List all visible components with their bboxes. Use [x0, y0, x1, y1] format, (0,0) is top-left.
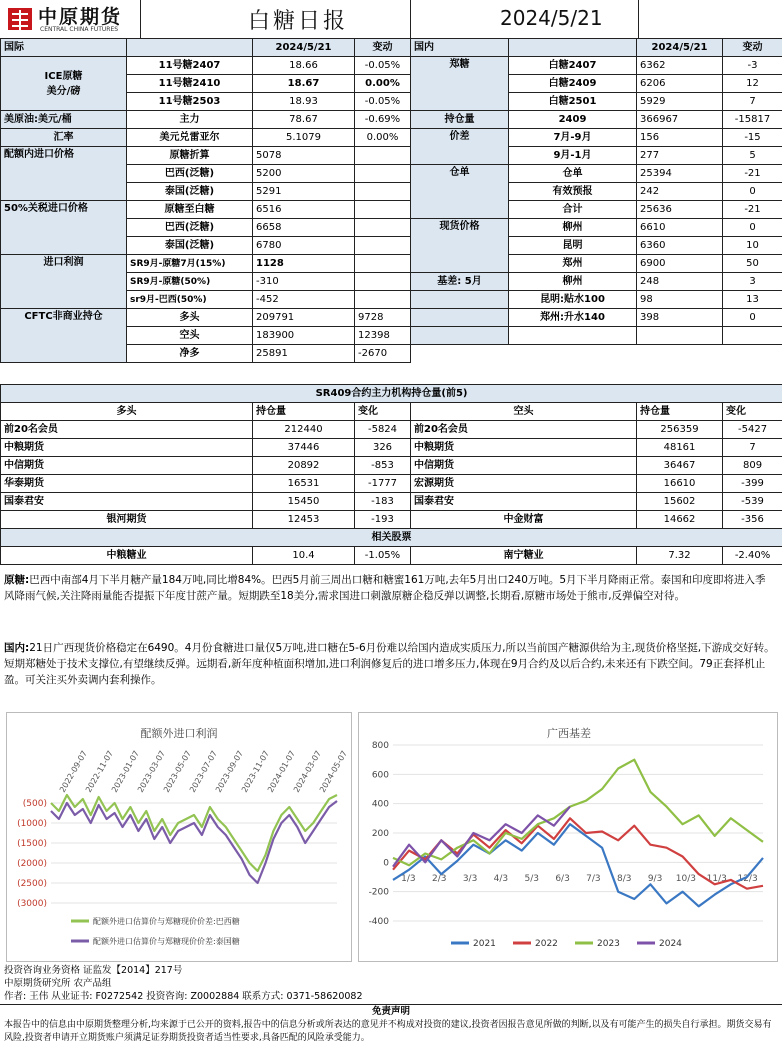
stock-name: 中粮糖业: [1, 547, 253, 565]
short-member: 宏源期货: [411, 475, 637, 493]
short-oi: 15602: [637, 493, 723, 511]
warehouse-value: 25636: [637, 201, 723, 219]
raw-text: 巴西中南部4月下半月糖产量184万吨,同比增84%。巴西5月前三周出口糖和糖蜜161万吨,去年5月出口240万吨。5月下半月降雨正常。泰国和印度即将进入季风降雨气候,关注降雨量能否提振下年度甘蔗产量。短期跌至18美分,需求国进口刺激原糖企稳反弹以调整,长期看,原糖市场处于熊市,反弹偏空对待。: [4, 574, 766, 602]
long-change: 326: [355, 439, 411, 457]
cftc-name: 空头: [127, 327, 253, 345]
header-domestic: 国内: [411, 39, 509, 57]
y-tick-label: -200: [368, 887, 389, 898]
y-tick-label: -400: [368, 917, 389, 927]
y-tick-label: (500): [22, 799, 47, 809]
zheng-value: 5929: [637, 93, 723, 111]
spread-value: 277: [637, 147, 723, 165]
oi-change: -15817: [723, 111, 782, 129]
ice-change: -0.05%: [355, 57, 411, 75]
warehouse-label: 仓单: [411, 165, 509, 219]
quota-name: 泰国(泛糖): [127, 183, 253, 201]
profit-name: SR9月-原糖7月(15%): [127, 255, 253, 273]
stock-change: -2.40%: [723, 547, 782, 565]
ice-value: 18.67: [253, 75, 355, 93]
y-tick-label: (2000): [17, 859, 47, 869]
profit-value: -310: [253, 273, 355, 291]
import-profit-chart-svg: [7, 713, 351, 961]
quota-name: 巴西(泛糖): [127, 165, 253, 183]
warehouse-name: 有效预报: [509, 183, 637, 201]
positions-header-oi: 持仓量: [253, 403, 355, 421]
spread-name: 9月-1月: [509, 147, 637, 165]
tariff-value: 6658: [253, 219, 355, 237]
ice-change: -0.05%: [355, 93, 411, 111]
domestic-text: 21日广西现货价格稳定在6490。4月份食糖进口量仅5万吨,进口糖在5-6月份难以给国内造成实质压力,所以当前国产糖源供给为主,现货价格坚挺,下游成交好转。短期郑糖处于技术支撑位,有望继续反弹。远期看,新年度种植面积增加,进口利润修复后的进口增多压力,体现在9月合约及以后合约,未来还有下跌空间。79正套择机止盈。可关注买外卖调内套利操作。: [4, 642, 775, 686]
y-tick-label: (3000): [17, 899, 47, 909]
international-table: [0, 38, 411, 363]
x-tick-label: 2023-11-07: [239, 749, 271, 794]
long-member: 中粮期货: [1, 439, 253, 457]
fx-value: 5.1079: [253, 129, 355, 147]
long-oi: 212440: [253, 421, 355, 439]
x-tick-label: 2023-05-07: [161, 749, 193, 794]
cftc-name: 净多: [127, 345, 253, 363]
profit-value: -452: [253, 291, 355, 309]
long-member: 国泰君安: [1, 493, 253, 511]
long-change: -193: [355, 511, 411, 529]
stock-price: 10.4: [253, 547, 355, 565]
tariff-name: 泰国(泛糖): [127, 237, 253, 255]
spot-name: 郑州: [509, 255, 637, 273]
warehouse-change: -21: [723, 201, 782, 219]
guangxi-basis-chart-svg: [359, 713, 777, 961]
x-tick-label: 2023-09-07: [213, 749, 245, 794]
spot-name: 昆明: [509, 237, 637, 255]
domestic-commentary: [4, 640, 776, 688]
short-oi: 48161: [637, 439, 723, 457]
warehouse-name: 合计: [509, 201, 637, 219]
ice-contract: 11号糖2407: [127, 57, 253, 75]
stocks-title: 相关股票: [1, 529, 782, 547]
short-member: 国泰君安: [411, 493, 637, 511]
cftc-change: 9728: [355, 309, 411, 327]
short-oi: 256359: [637, 421, 723, 439]
legend-label: 2022: [535, 939, 558, 949]
fx-name: 美元兑雷亚尔: [127, 129, 253, 147]
warehouse-name: 仓单: [509, 165, 637, 183]
basis-change: 3: [723, 273, 782, 291]
x-tick-label: 4/3: [493, 874, 509, 884]
legend-label: 配额外进口估算价与郑糖现价价差:巴西糖: [93, 917, 240, 926]
quota-label: 配额内进口价格: [1, 147, 127, 201]
oil-label: 美原油:美元/桶: [1, 111, 127, 129]
short-change: 809: [723, 457, 782, 475]
long-member: 银河期货: [1, 511, 253, 529]
premium-value: 398: [637, 309, 723, 327]
zheng-value: 6206: [637, 75, 723, 93]
domestic-label: 国内:: [4, 642, 30, 654]
legend-label: 2024: [659, 939, 682, 949]
license-line: 投资咨询业务资格 证监发【2014】217号: [4, 965, 183, 976]
series-line: [393, 824, 763, 906]
premium-name: 郑州:升水140: [509, 309, 637, 327]
legend-label: 配额外进口估算价与郑糖现价价差:泰国糖: [93, 937, 240, 946]
header-date: 2024/5/21: [253, 39, 355, 57]
tariff-label: 50%关税进口价格: [1, 201, 127, 255]
disclaimer-title: 免责声明: [371, 1006, 410, 1017]
ice-contract: 11号糖2503: [127, 93, 253, 111]
zheng-change: -3: [723, 57, 782, 75]
header-date: 2024/5/21: [637, 39, 723, 57]
report-date: 2024/5/21: [500, 6, 603, 30]
report-header: [0, 0, 782, 39]
ice-change: 0.00%: [355, 75, 411, 93]
tariff-value: 6516: [253, 201, 355, 219]
warehouse-change: -21: [723, 165, 782, 183]
zheng-contract: 白糖2409: [509, 75, 637, 93]
footer: [4, 964, 780, 1003]
spot-change: 10: [723, 237, 782, 255]
positions-table: [0, 384, 782, 565]
y-tick-label: 600: [371, 770, 389, 781]
x-tick-label: 2023-03-07: [135, 749, 167, 794]
warehouse-change: 0: [723, 183, 782, 201]
header-change: 变动: [723, 39, 782, 57]
basis-value: 248: [637, 273, 723, 291]
guangxi-basis-chart: [358, 712, 778, 962]
spot-label: 现货价格: [411, 219, 509, 273]
oil-value: 78.67: [253, 111, 355, 129]
raw-sugar-commentary: [4, 572, 776, 604]
short-oi: 14662: [637, 511, 723, 529]
x-tick-label: 3/3: [462, 874, 478, 884]
ice-contract: 11号糖2410: [127, 75, 253, 93]
warehouse-value: 242: [637, 183, 723, 201]
short-change: -539: [723, 493, 782, 511]
y-tick-label: (1500): [17, 839, 47, 849]
series-line: [51, 795, 337, 871]
long-oi: 16531: [253, 475, 355, 493]
author-line: 作者: 王伟 从业证书: F0272542 投资咨询: Z0002884 联系方式: 0371-58620082: [4, 991, 363, 1002]
table-row: [1, 511, 782, 529]
cftc-change: 12398: [355, 327, 411, 345]
zheng-change: 12: [723, 75, 782, 93]
spread-value: 156: [637, 129, 723, 147]
cftc-name: 多头: [127, 309, 253, 327]
x-tick-label: 10/3: [675, 874, 697, 884]
x-tick-label: 6/3: [555, 874, 570, 884]
chart-title: 配额外进口利润: [140, 727, 218, 740]
basis-label: 基差: 5月: [411, 273, 509, 291]
profit-value: 1128: [253, 255, 355, 273]
oi-label: 持仓量: [411, 111, 509, 129]
short-change: 7: [723, 439, 782, 457]
tariff-name: 原糖至白糖: [127, 201, 253, 219]
quota-value: 5078: [253, 147, 355, 165]
logo-subtitle: CENTRAL CHINA FUTURES: [40, 26, 119, 33]
spot-value: 6610: [637, 219, 723, 237]
x-tick-label: 2022-11-07: [83, 749, 115, 794]
cftc-value: 25891: [253, 345, 355, 363]
positions-title: SR409合约主力机构持仓量(前5): [1, 385, 782, 403]
table-row: [1, 439, 782, 457]
spot-value: 6900: [637, 255, 723, 273]
cftc-label: CFTC非商业持仓: [1, 309, 127, 363]
legend-label: 2021: [473, 939, 496, 949]
header-international: 国际: [1, 39, 127, 57]
x-tick-label: 7/3: [586, 874, 601, 884]
table-row: [1, 475, 782, 493]
zheng-label: 郑糖: [411, 57, 509, 111]
long-oi: 20892: [253, 457, 355, 475]
cftc-value: 183900: [253, 327, 355, 345]
page-title: 白糖日报: [248, 9, 349, 34]
x-tick-label: 12/3: [737, 874, 758, 884]
oi-name: 2409: [509, 111, 637, 129]
legend-label: 2023: [597, 939, 620, 949]
x-tick-label: 5/3: [524, 874, 539, 884]
premium-value: 98: [637, 291, 723, 309]
short-change: -5427: [723, 421, 782, 439]
positions-header-short: 空头: [411, 403, 637, 421]
raw-label: 原糖:: [4, 574, 30, 586]
long-oi: 15450: [253, 493, 355, 511]
zheng-contract: 白糖2501: [509, 93, 637, 111]
stock-name: 南宁糖业: [411, 547, 637, 565]
spot-change: 0: [723, 219, 782, 237]
x-tick-label: 2022-09-07: [57, 749, 89, 794]
x-tick-label: 8/3: [617, 874, 632, 884]
positions-header-long: 多头: [1, 403, 253, 421]
spread-change: -15: [723, 129, 782, 147]
short-member: 中金财富: [411, 511, 637, 529]
short-oi: 16610: [637, 475, 723, 493]
import-profit-chart: [6, 712, 352, 962]
stock-price: 7.32: [637, 547, 723, 565]
quota-value: 5291: [253, 183, 355, 201]
fx-label: 汇率: [1, 129, 127, 147]
spread-label: 价差: [411, 129, 509, 165]
long-member: 华泰期货: [1, 475, 253, 493]
zheng-contract: 白糖2407: [509, 57, 637, 75]
logo-text: 中原期货: [38, 6, 123, 28]
short-member: 前20名会员: [411, 421, 637, 439]
header-change: 变动: [355, 39, 411, 57]
spread-change: 5: [723, 147, 782, 165]
x-tick-label: 2023-07-07: [187, 749, 219, 794]
x-tick-label: 1/3: [401, 874, 416, 884]
y-tick-label: 0: [383, 858, 389, 869]
logo-icon: [6, 6, 34, 32]
positions-header-change: 变化: [355, 403, 411, 421]
short-change: -356: [723, 511, 782, 529]
long-member: 中信期货: [1, 457, 253, 475]
quota-value: 5200: [253, 165, 355, 183]
long-change: -853: [355, 457, 411, 475]
table-row: [1, 457, 782, 475]
oi-value: 366967: [637, 111, 723, 129]
spot-value: 6360: [637, 237, 723, 255]
x-tick-label: 2024-05-07: [317, 749, 349, 794]
series-line: [393, 760, 763, 866]
y-tick-label: 800: [371, 741, 389, 751]
department-line: 中原期货研究所 农产品组: [4, 978, 112, 989]
ice-value: 18.66: [253, 57, 355, 75]
cftc-change: -2670: [355, 345, 411, 363]
oil-change: -0.69%: [355, 111, 411, 129]
x-tick-label: 2023-01-07: [109, 749, 141, 794]
tariff-name: 巴西(泛糖): [127, 219, 253, 237]
tariff-value: 6780: [253, 237, 355, 255]
stock-change: -1.05%: [355, 547, 411, 565]
cftc-value: 209791: [253, 309, 355, 327]
ice-value: 18.93: [253, 93, 355, 111]
x-tick-label: 2/3: [432, 874, 447, 884]
short-change: -399: [723, 475, 782, 493]
premium-name: 昆明:贴水100: [509, 291, 637, 309]
long-oi: 12453: [253, 511, 355, 529]
warehouse-value: 25394: [637, 165, 723, 183]
long-change: -5824: [355, 421, 411, 439]
zheng-change: 7: [723, 93, 782, 111]
x-tick-label: 2024-03-07: [291, 749, 323, 794]
long-change: -1777: [355, 475, 411, 493]
x-tick-label: 9/3: [647, 874, 663, 884]
oil-name: 主力: [127, 111, 253, 129]
short-oi: 36467: [637, 457, 723, 475]
long-oi: 37446: [253, 439, 355, 457]
profit-name: SR9月-原糖(50%): [127, 273, 253, 291]
premium-change: 0: [723, 309, 782, 327]
long-change: -183: [355, 493, 411, 511]
basis-name: 柳州: [509, 273, 637, 291]
x-tick-label: 11/3: [706, 874, 727, 884]
table-row: [1, 421, 782, 439]
disclaimer-text: 本报告中的信息由中原期货整理分析,均来源于已公开的资料,报告中的信息分析或所表达的意见并不构成对投资的建议,投资者因报告意见所做的判断,以及有可能产生的损失自行承担。期货交易有风险,投资者申请开立期货账户须满足证券期货投资者适当性要求,具备匹配的风险承受能力。: [4, 1020, 772, 1043]
spread-name: 7月-9月: [509, 129, 637, 147]
y-tick-label: 200: [371, 829, 389, 839]
premium-change: 13: [723, 291, 782, 309]
positions-header-change: 变化: [723, 403, 782, 421]
profit-label: 进口利润: [1, 255, 127, 309]
positions-header-oi: 持仓量: [637, 403, 723, 421]
y-tick-label: (2500): [17, 879, 47, 889]
quota-name: 原糖折算: [127, 147, 253, 165]
x-tick-label: 2024-01-07: [265, 749, 297, 794]
table-row: [1, 493, 782, 511]
fx-change: 0.00%: [355, 129, 411, 147]
spot-name: 柳州: [509, 219, 637, 237]
zheng-value: 6362: [637, 57, 723, 75]
y-tick-label: 400: [371, 799, 389, 810]
y-tick-label: (1000): [17, 819, 47, 829]
domestic-table: [410, 38, 782, 345]
chart-title: 广西基差: [547, 727, 591, 740]
spot-change: 50: [723, 255, 782, 273]
ice-label: ICE原糖 美分/磅: [1, 57, 127, 111]
table-row: [1, 547, 782, 565]
short-member: 中信期货: [411, 457, 637, 475]
long-member: 前20名会员: [1, 421, 253, 439]
short-member: 中粮期货: [411, 439, 637, 457]
profit-name: sr9月-巴西(50%): [127, 291, 253, 309]
